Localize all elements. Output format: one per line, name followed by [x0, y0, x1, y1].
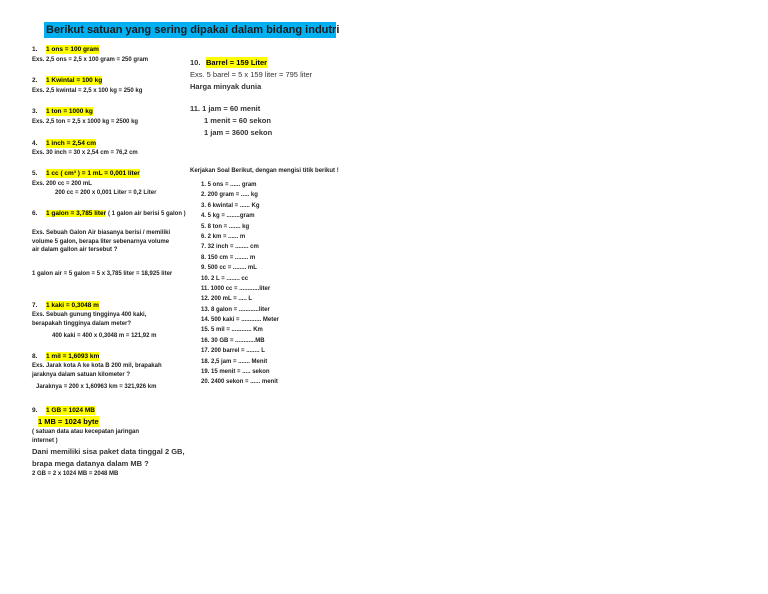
exercise-item: 20. 2400 sekon = ...... menit	[201, 379, 278, 386]
exercise-item: 15. 5 mil = ............ Km	[201, 327, 263, 334]
item-4-number: 4.	[32, 140, 38, 147]
item-11-line-3: 1 jam = 3600 sekon	[204, 128, 273, 137]
exercise-item: 19. 15 menit = ..... sekon	[201, 369, 270, 376]
exercise-item: 2. 200 gram = ..... kg	[201, 192, 258, 199]
item-8-answer: Jaraknya = 200 x 1,60963 km = 321,926 km	[36, 384, 157, 390]
page-title: Berikut satuan yang sering dipakai dalam bidang indutri	[46, 24, 340, 36]
item-6-example: Exs. Sebuah Galon Air biasanya berisi / memiliki volume 5 galon, berapa liter sebenarnya volume air dalam gallon air tersebut ?	[32, 230, 171, 253]
exercise-item: 4. 5 kg = ........gram	[201, 213, 255, 220]
item-10-number: 10.	[190, 58, 201, 67]
item-6-answer: 1 galon air = 5 galon = 5 x 3,785 liter = 18,925 liter	[32, 271, 173, 277]
item-10-definition: Barrel = 159 Liter	[206, 58, 268, 67]
item-5-number: 5.	[32, 170, 38, 177]
item-2-number: 2.	[32, 77, 38, 84]
item-5-definition: 1 cc ( cm³ ) = 1 mL = 0,001 liter	[46, 170, 140, 177]
exercise-list	[201, 181, 279, 389]
item-7-answer: 400 kaki = 400 x 0,3048 m = 121,92 m	[52, 333, 157, 339]
item-9-answer: 2 GB = 2 x 1024 MB = 2048 MB	[32, 471, 119, 477]
item-4-definition: 1 inch = 2,54 cm	[46, 140, 97, 147]
item-7-number: 7.	[32, 302, 38, 309]
item-11-line-1: 11. 1 jam = 60 menit	[190, 104, 261, 113]
item-9-number: 9.	[32, 407, 38, 414]
exercise-item: 16. 30 GB = ............MB	[201, 337, 265, 344]
item-2-definition: 1 Kwintal = 100 kg	[46, 77, 103, 84]
item-4-example: Exs. 30 inch = 30 x 2,54 cm = 76,2 cm	[32, 150, 138, 156]
item-9-note: ( satuan data atau kecepatan jaringan internet )	[32, 429, 140, 444]
item-10-example: Exs. 5 barel = 5 x 159 liter = 795 liter	[190, 70, 313, 79]
item-9-definition-1: 1 GB = 1024 MB	[46, 407, 95, 414]
exercise-item: 18. 2,5 jam = ....... Menit	[201, 358, 268, 365]
item-6-note: ( 1 galon air berisi 5 galon )	[107, 211, 186, 217]
exercise-item: 11. 1000 cc = ............liter	[201, 285, 271, 292]
exercise-item: 9. 500 cc = ........ mL	[201, 265, 257, 272]
item-3-example: Exs. 2,5 ton = 2,5 x 1000 kg = 2500 kg	[32, 119, 139, 125]
exercise-item: 8. 150 cm = ........ m	[201, 254, 256, 261]
item-6-definition: 1 galon = 3,785 liter	[46, 210, 107, 217]
exercise-item: 7. 32 inch = ........ cm	[201, 244, 259, 251]
exercise-item: 3. 6 kwintal = ...... Kg	[201, 202, 260, 209]
item-7-example: Exs. Sebuah gunung tingginya 400 kaki, berapakah tingginya dalam meter?	[32, 312, 147, 327]
item-6-line	[46, 209, 186, 219]
item-8-number: 8.	[32, 353, 38, 360]
exercise-item: 6. 2 km = ...... m	[201, 233, 246, 240]
exercise-item: 14. 500 kaki = ............ Meter	[201, 317, 279, 324]
exercise-item: 5. 8 ton = ....... kg	[201, 223, 250, 230]
item-1-example: Exs. 2,5 ons = 2,5 x 100 gram = 250 gram	[32, 57, 149, 63]
item-1-number: 1.	[32, 46, 38, 53]
exercise-item: 1. 5 ons = ...... gram	[201, 182, 257, 188]
exercise-heading: Kerjakan Soal Berikut, dengan mengisi titik berikut !	[190, 168, 339, 174]
item-9-definition-2: 1 MB = 1024 byte	[38, 417, 99, 426]
item-2-example: Exs. 2,5 kwintal = 2,5 x 100 kg = 250 kg	[32, 88, 143, 94]
item-11-line-2: 1 menit = 60 sekon	[204, 116, 271, 125]
exercise-item: 12. 200 mL = ..... L	[201, 296, 253, 303]
item-10-note: Harga minyak dunia	[190, 82, 262, 91]
item-5-example-1: Exs. 200 cc = 200 mL	[32, 181, 92, 187]
item-8-definition: 1 mil = 1,6093 km	[46, 353, 100, 360]
exercise-item: 13. 8 galon = ............liter	[201, 306, 270, 313]
item-7-definition: 1 kaki = 0,3048 m	[46, 302, 99, 309]
item-8-example: Exs. Jarak kota A ke kota B 200 mil, brapakah jaraknya dalam satuan kilometer ?	[32, 363, 162, 378]
exercise-item: 17. 200 barrel = ........ L	[201, 348, 265, 355]
item-5-example-2: 200 cc = 200 x 0,001 Liter = 0,2 Liter	[55, 190, 157, 196]
item-6-number: 6.	[32, 210, 38, 217]
item-3-definition: 1 ton = 1000 kg	[46, 108, 93, 115]
item-3-number: 3.	[32, 108, 38, 115]
exercise-item: 10. 2 L = ........ cc	[201, 275, 249, 282]
item-9-question: Dani memiliki sisa paket data tinggal 2 GB, brapa mega datanya dalam MB ?	[32, 447, 185, 468]
item-1-definition: 1 ons = 100 gram	[46, 46, 99, 53]
